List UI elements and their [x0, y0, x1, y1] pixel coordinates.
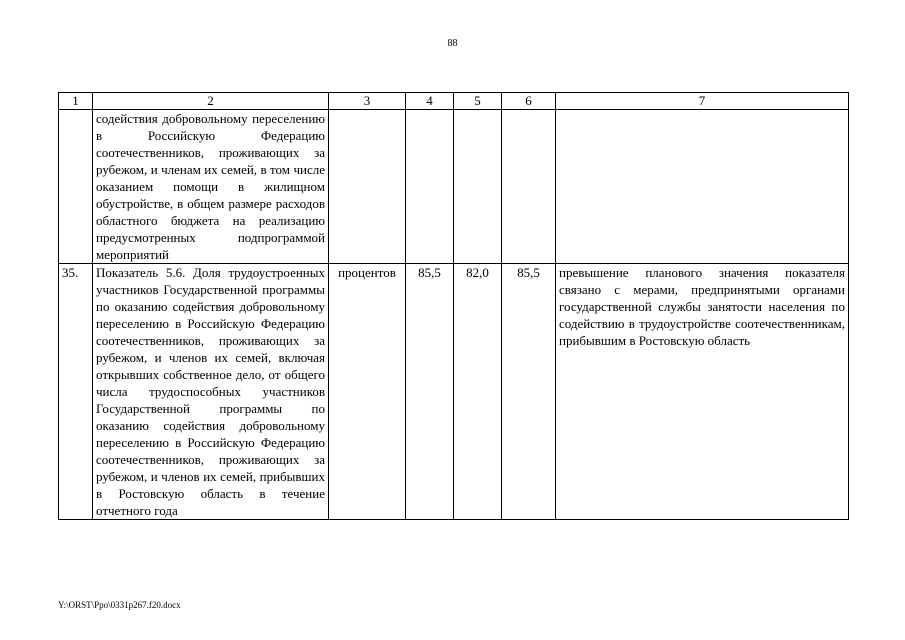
table-header-row	[59, 93, 849, 110]
unit-cell	[329, 110, 406, 264]
description-cell: содействия добровольному переселению в Российскую Федерацию соотечественников, проживающих за рубежом, и членам их семей, в том числе оказанием помощи в жилищном обустройстве, в общем размере расходов областного бюджета на реализацию предусмотренных подпрограммой мероприятий	[93, 110, 329, 264]
column-header: 4	[406, 93, 454, 110]
row-number-cell	[59, 110, 93, 264]
page-number: 88	[447, 38, 458, 49]
file-path-footer: Y:\ORST\Ppo\0331p267.f20.docx	[58, 600, 181, 610]
value-cell: 85,5	[406, 264, 454, 520]
value-cell	[454, 110, 502, 264]
column-header: 7	[556, 93, 849, 110]
indicator-table	[58, 92, 849, 520]
row-number-cell: 35.	[59, 264, 93, 520]
value-cell	[406, 110, 454, 264]
unit-cell: процентов	[329, 264, 406, 520]
value-cell: 85,5	[502, 264, 556, 520]
column-header: 6	[502, 93, 556, 110]
table-row	[59, 264, 849, 520]
note-cell: превышение планового значения показателя связано с мерами, предпринятыми органами государственной службы занятости населения по содействию в трудоустройстве соотечественникам, прибывшим в Ростовскую область	[556, 264, 849, 520]
description-cell: Показатель 5.6. Доля трудоустроенных участников Государственной программы по оказанию содействия добровольному переселению в Российскую Федерацию соотечественников, проживающих за рубежом, и членов их семей, включая открывших собственное дело, от общего числа трудоспособных участников Государственной программы по оказанию содействия добровольному переселению в Российскую Федерацию соотечественников, проживающих за рубежом, и членов их семей, прибывших в Ростовскую область в течение отчетного года	[93, 264, 329, 520]
note-cell	[556, 110, 849, 264]
column-header: 1	[59, 93, 93, 110]
column-header: 5	[454, 93, 502, 110]
value-cell: 82,0	[454, 264, 502, 520]
table-row	[59, 110, 849, 264]
value-cell	[502, 110, 556, 264]
column-header: 2	[93, 93, 329, 110]
column-header: 3	[329, 93, 406, 110]
